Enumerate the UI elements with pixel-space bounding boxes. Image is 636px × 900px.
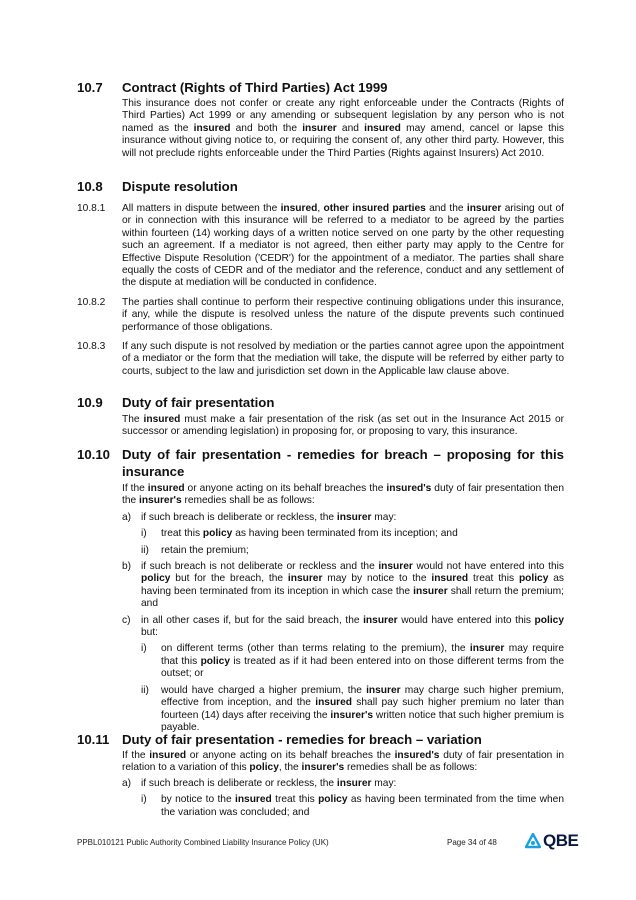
list-marker: i) xyxy=(141,794,147,806)
section-10-7 xyxy=(77,79,564,160)
section-heading xyxy=(77,731,564,748)
text: may amend, cancel or lapse this insurance without giving notice to, or requiring the consent of, any other third party. However, this will not preclude rights enforceable under the Third Parties (Rights against Insurers) Act 2010. xyxy=(122,122,564,159)
section-heading xyxy=(77,394,564,411)
section-10-10 xyxy=(77,446,564,734)
list-marker: a) xyxy=(122,511,132,523)
list-item-a-i xyxy=(141,528,564,540)
section-title: Duty of fair presentation xyxy=(122,395,275,410)
defined-term: insured's xyxy=(386,483,432,494)
text: , xyxy=(317,203,324,214)
list-marker: ii) xyxy=(141,544,149,556)
text: as having been terminated from its inception in which case the xyxy=(141,573,564,597)
text: The parties shall continue to perform their respective continuing obligations under this insurance, if any, while the dispute is resolved unless the nature of the dispute prevents such continued performance of those obligations. xyxy=(122,296,564,333)
text: would have charged a higher premium, the xyxy=(161,684,367,696)
defined-term: insurer's xyxy=(301,762,345,774)
defined-term: insured xyxy=(315,697,353,709)
text: on different terms (other than terms relating to the premium), the xyxy=(161,643,470,655)
list-marker: c) xyxy=(122,614,131,626)
section-intro xyxy=(122,750,564,775)
defined-term: insured xyxy=(280,203,318,214)
text: would not have entered into this xyxy=(412,561,565,573)
list-marker: a) xyxy=(122,777,132,789)
text: shall pay such higher premium no later than fourteen (14) days after receiving the xyxy=(161,697,564,721)
text: retain the premium; xyxy=(161,544,249,556)
defined-term: policy xyxy=(249,762,279,774)
text: must make a fair presentation of the risk (as set out in the Insurance Act 2015 or successor or amending legislation) in proposing for, or proposing to vary, this insurance. xyxy=(122,414,565,438)
list-item-c-ii xyxy=(141,684,564,735)
text: but: xyxy=(141,627,158,639)
clause-10-8-2 xyxy=(77,297,564,334)
section-number: 10.8 xyxy=(77,179,103,194)
defined-term: insured xyxy=(431,573,469,585)
text: as having been terminated from the time when the variation was concluded; and xyxy=(161,794,564,818)
qbe-logo-text: QBE xyxy=(543,831,579,850)
text: may charge such higher premium, effective from inception, and the xyxy=(161,684,564,709)
defined-term: insurer xyxy=(378,561,413,573)
text: if such breach is deliberate or reckless, the xyxy=(141,511,337,523)
text: The xyxy=(122,414,144,425)
defined-term: policy xyxy=(141,573,171,585)
page-number: Page 34 of 48 xyxy=(447,838,497,847)
list-marker: b) xyxy=(122,561,132,573)
section-title: Dispute resolution xyxy=(122,179,238,194)
defined-term: insurer xyxy=(413,585,448,597)
defined-term: insured's xyxy=(394,750,440,761)
document-code: PPBL010121 Public Authority Combined Liability Insurance Policy (UK) xyxy=(77,838,329,847)
section-title: Contract (Rights of Third Parties) Act 1999 xyxy=(122,80,388,95)
list-item-a-ii xyxy=(141,544,564,557)
defined-term: insured xyxy=(147,483,185,494)
text: shall return the premium; and xyxy=(141,585,564,610)
text: duty of fair presentation then the xyxy=(122,483,564,507)
clause-10-8-1 xyxy=(77,203,564,290)
section-heading xyxy=(77,79,564,96)
clause-number: 10.8.3 xyxy=(77,341,106,353)
section-title: Duty of fair presentation - remedies for breach – variation xyxy=(122,732,482,747)
text: may: xyxy=(371,777,397,789)
section-number: 10.10 xyxy=(77,447,111,462)
text: This insurance does not confer or create any right enforceable under the Contracts (Rights of Third Parties) Act 1999 or any amending or subsequent legislation by any person who is not named as the xyxy=(122,98,564,134)
section-10-9 xyxy=(77,394,564,439)
defined-term: insurer xyxy=(302,122,337,134)
text: arising out of or in connection with this insurance will be referred to a mediator to be agreed by the parties within fourteen (14) working days of a written notice served on one party by the other requesting such an agreement. If a mediator is not agreed, then either party may apply to the Centre for Effective Dispute Resolution ('CEDR') for the appointment of a mediator. The parties shall share equally the costs of CEDR and of the mediator and the reference, conduct and any settlement of the dispute at mediation will be conducted in confidence. xyxy=(122,203,564,289)
defined-term: insurer's xyxy=(330,709,374,721)
defined-term: insurer xyxy=(336,511,372,523)
qbe-logo-icon xyxy=(525,833,541,849)
text: treat this xyxy=(468,573,519,585)
defined-term: policy xyxy=(318,794,348,806)
text: in all other cases if, but for the said breach, the xyxy=(141,614,364,626)
defined-term: insured xyxy=(193,122,231,134)
qbe-logo xyxy=(525,831,578,851)
list-marker: i) xyxy=(141,528,147,540)
list-item-a-i xyxy=(141,794,564,819)
text: written notice that such higher premium is payable. xyxy=(161,709,564,733)
text: treat this xyxy=(271,794,319,806)
clause-10-8-3 xyxy=(77,341,564,378)
section-number: 10.11 xyxy=(77,732,110,747)
text: All matters in dispute between the xyxy=(122,203,281,214)
list-item-b xyxy=(122,561,565,611)
defined-term: other insured parties xyxy=(323,203,426,214)
text: would have entered into this xyxy=(397,614,535,626)
defined-term: insurer xyxy=(287,573,323,585)
text: as having been terminated from its inception; and xyxy=(232,528,458,540)
defined-term: insurer's xyxy=(139,495,182,507)
defined-term: policy xyxy=(534,614,564,626)
defined-term: insurer xyxy=(469,643,505,655)
text: if such breach is not deliberate or reckless and the xyxy=(141,561,379,573)
text: remedies shall be as follows: xyxy=(181,495,315,507)
defined-term: insurer xyxy=(336,777,372,789)
text: may: xyxy=(371,511,397,523)
defined-term: insured xyxy=(149,750,187,761)
clause-number: 10.8.1 xyxy=(77,203,106,214)
text: by notice to the xyxy=(161,794,235,806)
text: if such breach is deliberate or reckless, the xyxy=(141,777,337,789)
section-number: 10.7 xyxy=(77,80,103,95)
text: is treated as if it had been entered into on those different terms from the outset; or xyxy=(161,655,564,680)
defined-term: insured xyxy=(364,122,401,134)
section-title: Duty of fair presentation - remedies for breach – proposing for this insurance xyxy=(122,447,564,479)
list-item-c-i xyxy=(141,643,564,680)
text: may by notice to the xyxy=(322,573,432,585)
text: If the xyxy=(122,750,150,761)
section-body xyxy=(122,414,564,439)
section-intro xyxy=(122,483,564,508)
section-body xyxy=(122,98,564,160)
text: but for the breach, the xyxy=(170,573,288,585)
defined-term: policy xyxy=(200,655,231,667)
defined-term: policy xyxy=(518,573,549,585)
text: and xyxy=(336,122,365,134)
clause-number: 10.8.2 xyxy=(77,296,106,308)
defined-term: insurer xyxy=(363,614,398,626)
text: , the xyxy=(278,762,302,774)
defined-term: insurer xyxy=(466,203,502,214)
text: or anyone acting on its behalf breaches the xyxy=(186,750,395,761)
defined-term: insured xyxy=(234,794,272,806)
text: and both the xyxy=(230,122,303,134)
text: and the xyxy=(425,203,467,214)
text: duty of fair presentation in relation to a variation of this xyxy=(122,750,564,774)
section-heading xyxy=(77,446,564,480)
list-item-a xyxy=(122,777,564,790)
list-item-a xyxy=(122,511,564,524)
defined-term: policy xyxy=(202,528,233,540)
list-marker: i) xyxy=(141,643,147,655)
text: or anyone acting on its behalf breaches the xyxy=(184,483,387,494)
section-10-11 xyxy=(77,731,564,819)
section-heading xyxy=(77,178,564,195)
defined-term: insured xyxy=(143,414,181,425)
text: If any such dispute is not resolved by mediation or the parties cannot agree upon the appointment of a mediator or the form that the mediation will take, the dispute will be referred by either party to courts, subject to the law and jurisdiction set down in the Applicable law clause above. xyxy=(122,341,564,377)
text: remedies shall be as follows: xyxy=(344,762,478,774)
defined-term: insurer xyxy=(366,684,401,696)
section-10-8 xyxy=(77,178,564,378)
list-marker: ii) xyxy=(141,684,149,696)
list-item-c xyxy=(122,614,564,640)
text: If the xyxy=(122,483,148,494)
section-number: 10.9 xyxy=(77,395,103,410)
text: treat this xyxy=(161,528,203,540)
text: may require that this xyxy=(161,643,564,667)
